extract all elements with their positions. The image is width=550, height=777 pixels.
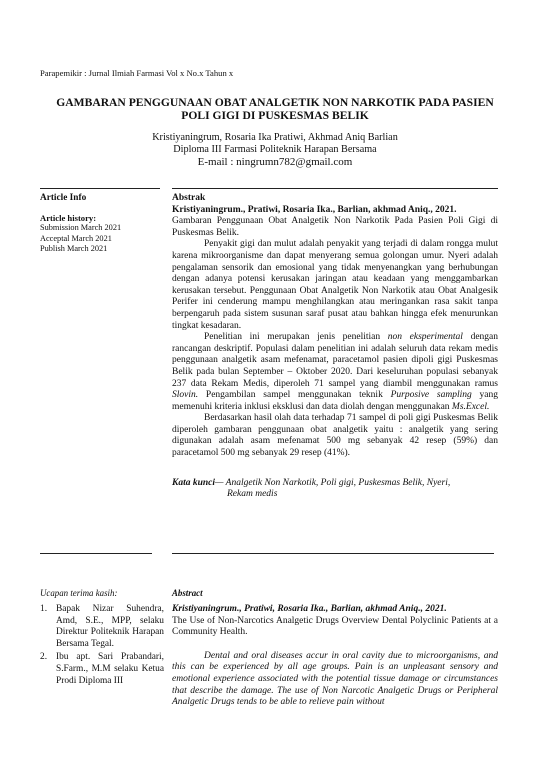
- publish-date: Publish March 2021: [40, 244, 108, 254]
- abstrak-paragraph-3: Berdasarkan hasil olah data terhadap 71 sampel di poli gigi Puskesmas Belik diperoleh gambaran penggunaan obat analgetik yaitu : analgetik yang sering digunakan adalah asam mefenamat 500 mg sebanyak 42 resep (59%) dan paracetamol 500 mg sebanyak 29 resep (41%).: [172, 413, 498, 459]
- article-history-label: Article history:: [40, 213, 97, 223]
- abstract-paragraph-1: Dental and oral diseases accur in oral cavity due to microorganisms, and this can be experienced by all age groups. Pain is an unpleasant sensory and emotional experience associated with the potential tissue damage or circumstances that describe the damage. The use of Non Narcotic Analgetic Drugs or Peripheral Analgetic Drugs tends to be able to relieve pain without: [172, 650, 498, 708]
- author-block: [40, 132, 510, 169]
- abstract-cite-title: The Use of Non-Narcotics Analgetic Drugs Overview Dental Polyclinic Patients at a Community Health.: [172, 615, 498, 638]
- abstrak-heading: Abstrak: [172, 193, 206, 203]
- article-info-heading: Article Info: [40, 193, 87, 203]
- thanks-item-number: 2.: [40, 652, 48, 663]
- thanks-item-number: 1.: [40, 604, 48, 614]
- accepted-date: Acceptal March 2021: [40, 233, 112, 243]
- thanks-item-text: Bapak Nizar Suhendra, Amd, S.E., MPP, selaku Direktur Politeknik Harapan Bersama Tegal.: [56, 604, 164, 649]
- abstrak-cite-title: Gambaran Penggunaan Obat Analgetik Non Narkotik Pada Pasien Poli Gigi di Puskesmas Belik.: [172, 216, 498, 238]
- rule-info-top: [40, 188, 160, 189]
- keywords: [172, 478, 498, 490]
- author-affiliation: Diploma III Farmasi Politeknik Harapan Bersama: [173, 144, 377, 156]
- abstrak-paragraph-1: Penyakit gigi dan mulut adalah penyakit yang terjadi di dalam rongga mulut karena mikroorganisme dan dapat menyerang semua golongan umur. Nyeri adalah pengalaman sensorik dan emosional yang tidak menyenangkan yang berhubungan dengan adanya potensi kerusakan jaringan atau keadaan yang menggambarkan kerusakan tersebut. Penggunaan Obat Analgetik Non Narkotik atau Obat Analgesik Perifer ini cenderung mampu menghilangkan atau meringankan rasa sakit tanpa berpengaruh pada sistem susunan saraf pusat atau bahkan hingga efek menurunkan tingkat kesadaran.: [172, 239, 498, 331]
- author-names: Kristiyaningrum, Rosaria Ika Pratiwi, Akhmad Aniq Barlian: [152, 132, 398, 143]
- submission-date: Submission March 2021: [40, 223, 122, 232]
- keywords-text: — Analgetik Non Narkotik, Poli gigi, Puskesmas Belik, Nyeri,: [215, 477, 451, 488]
- abstract-section: [172, 604, 498, 709]
- author-email: E-mail : ningrumn782@gmail.com: [197, 156, 353, 169]
- paper-title: [40, 96, 510, 122]
- acknowledgements: [40, 604, 164, 689]
- keywords-text-2: Rekam medis: [227, 489, 278, 500]
- abstrak-citation: Kristiyaningrum., Pratiwi, Rosaria Ika., Barlian, akhmad Aniq., 2021.: [172, 204, 457, 215]
- abstrak-section: [172, 193, 498, 501]
- abstrak-paragraph-2: Penelitian ini merupakan jenis penelitian non eksperimental dengan rancangan deskriptif. Populasi dalam penelitian ini adalah seluruh data rekam medis penggunaan analgetik asam mefenamat, paracetamol pasien dipoli gigi Puskesmas Belik pada bulan September – Oktober 2020. Dari keseluruhan populasi sebanyak 237 data Rekam Medis, diperoleh 71 sampel yang diambil menggunakan ramus Slovin. Pengambilan sampel menggunakan teknik Purposive sampling yang memenuhi kriteria inklusi eksklusi dan data diolah dengan menggunakan Ms.Excel.: [172, 332, 499, 412]
- thanks-item: [40, 652, 164, 687]
- title-line-2: POLI GIGI DI PUSKESMAS BELIK: [181, 109, 369, 122]
- journal-header: Parapemikir : Jurnal Ilmiah Farmasi Vol x No.x Tahun x: [40, 68, 234, 78]
- rule-abstrak-top: [172, 188, 498, 189]
- article-info: [40, 193, 160, 255]
- rule-info-bottom: [40, 553, 152, 554]
- thanks-item: [40, 604, 164, 650]
- title-line-1: GAMBARAN PENGGUNAAN OBAT ANALGETIK NON NARKOTIK PADA PASIEN: [56, 96, 494, 109]
- abstract-heading: Abstract: [172, 588, 203, 598]
- thanks-heading: Ucapan terima kasih:: [40, 588, 118, 598]
- rule-abstrak-bottom: [172, 553, 494, 554]
- keywords-label: Kata kunci: [172, 477, 216, 488]
- abstract-citation: Kristiyaningrum., Pratiwi, Rosaria Ika., Barlian, akhmad Aniq., 2021.: [172, 604, 447, 614]
- thanks-item-text: Ibu apt. Sari Prabandari, S.Farm., M.M selaku Ketua Prodi Diploma III: [56, 652, 164, 686]
